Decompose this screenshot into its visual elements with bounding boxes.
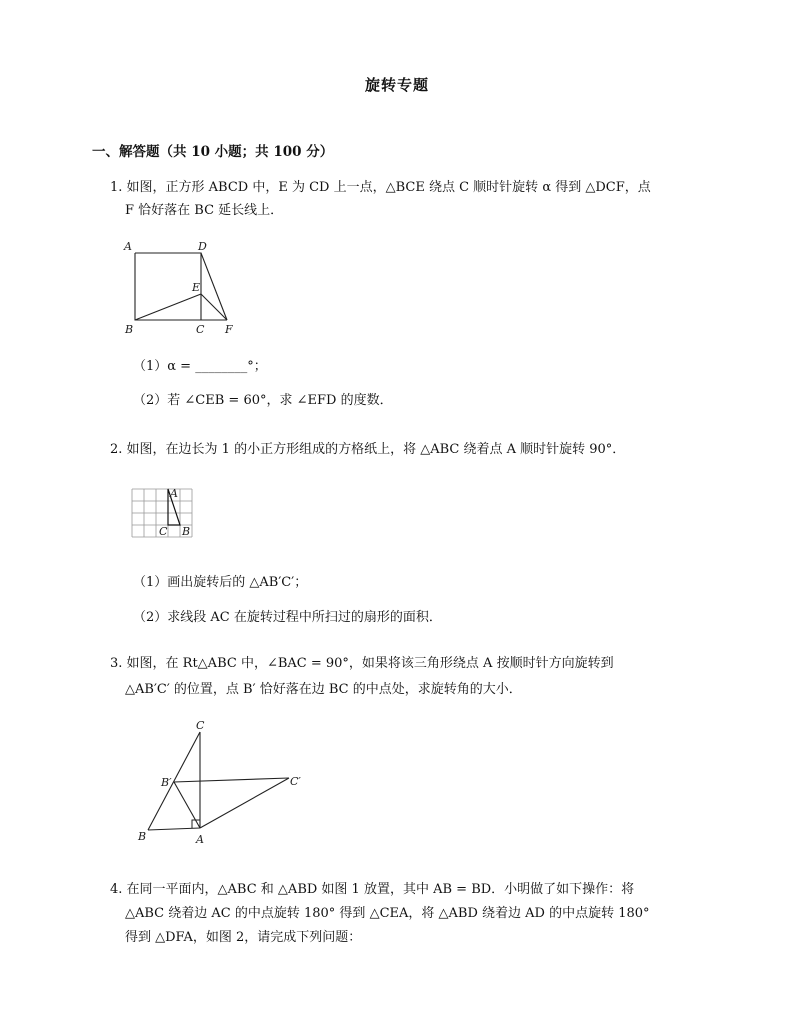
question-4-line-1: 4. 在同一平面内，△ABC 和 △ABD 如图 1 放置，其中 AB = BD．小明做了如下操作：将 (110, 882, 635, 897)
question-1-sub-2: （2）若 ∠CEB = 60°，求 ∠EFD 的度数． (133, 393, 393, 408)
q1-label-B: B (125, 323, 134, 336)
question-4-line-2: △ABC 绕着边 AC 的中点旋转 180° 得到 △CEA，将 △ABD 绕着边 AD 的中点旋转 180° (125, 906, 650, 921)
question-3-figure (128, 716, 308, 850)
q1-label-C: C (196, 323, 205, 336)
question-2-line-1: 2. 如图，在边长为 1 的小正方形组成的方格纸上，将 △ABC 绕着点 A 顺时针旋转 90°． (110, 442, 626, 457)
q3-label-B-prime: B′ (161, 776, 172, 789)
question-2-sub-1: （1）画出旋转后的 △AB′C′； (133, 575, 308, 590)
section-heading: 一、解答题（共 10 小题；共 100 分） (92, 144, 334, 160)
q3-segment-AB-prime (174, 782, 200, 828)
q3-label-A: A (196, 833, 204, 846)
question-3-line-2: △AB′C′ 的位置，点 B′ 恰好落在边 BC 的中点处，求旋转角的大小． (125, 682, 522, 697)
question-1-line-2: F 恰好落在 BC 延长线上． (125, 203, 284, 218)
question-2-grid-figure (130, 487, 200, 543)
q3-label-B: B (138, 830, 147, 843)
question-4-line-3: 得到 △DFA，如图 2，请完成下列问题： (125, 930, 362, 945)
question-2-sub-2: （2）求线段 AC 在旋转过程中所扫过的扇形的面积． (133, 610, 442, 625)
q2-label-A: A (170, 487, 178, 500)
q1-label-D: D (198, 240, 207, 253)
q1-label-F: F (225, 323, 233, 336)
q3-segment-AC-prime (200, 778, 289, 828)
q3-segment-AB (148, 828, 200, 830)
q1-segment-BE (135, 294, 201, 320)
q2-label-C: C (159, 525, 168, 538)
document-title: 旋转专题 (364, 76, 429, 94)
question-1-sub-1: （1）α = ________°； (133, 359, 267, 374)
q1-segment-EF (201, 294, 227, 320)
q1-segment-DF (201, 253, 227, 320)
question-3-line-1: 3. 如图，在 Rt△ABC 中，∠BAC = 90°，如果将该三角形绕点 A 按顺时针方向旋转到 (110, 656, 614, 671)
q3-label-C: C (196, 719, 205, 732)
q3-segment-B-prime-C-prime (174, 778, 289, 782)
q3-label-C-prime: C′ (290, 775, 301, 788)
question-1-line-1: 1. 如图，正方形 ABCD 中，E 为 CD 上一点，△BCE 绕点 C 顺时针旋转 α 得到 △DCF，点 (110, 180, 651, 195)
q1-label-E: E (192, 281, 201, 294)
question-1-figure (118, 236, 248, 336)
q2-label-B: B (182, 525, 191, 538)
q1-label-A: A (124, 240, 132, 253)
